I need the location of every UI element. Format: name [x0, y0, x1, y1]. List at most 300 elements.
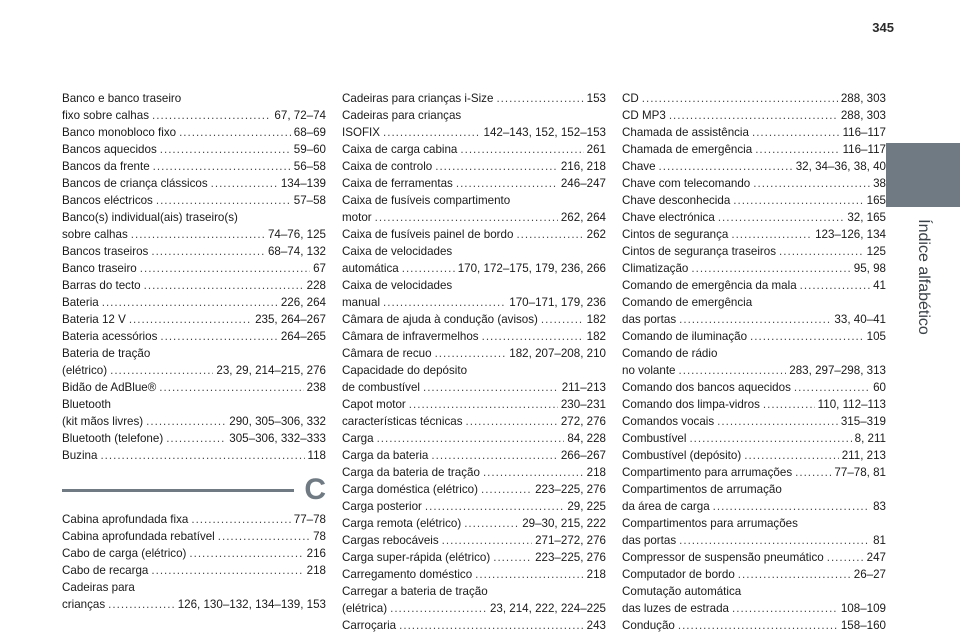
entry-term: Comutação automática [622, 585, 742, 598]
dot-leader [375, 209, 558, 226]
entry-pages: 29–30, 215, 222 [522, 517, 606, 530]
dot-leader [435, 345, 507, 362]
section-tab [886, 143, 960, 207]
index-line [622, 175, 886, 192]
entry-term: Cadeiras para [62, 581, 135, 594]
index-line [62, 141, 326, 158]
entry-term: sobre calhas [62, 228, 128, 241]
index-line [62, 579, 326, 596]
entry-pages: 243 [586, 619, 606, 632]
entry-term: Bidão de AdBlue® [62, 381, 157, 394]
index-entry [622, 464, 886, 481]
index-entry [62, 260, 326, 277]
entry-term: Comando de emergência [622, 296, 753, 309]
entry-pages: 68–74, 132 [267, 245, 326, 258]
dot-leader [456, 175, 558, 192]
entry-term: Banco monobloco fixo [62, 126, 177, 139]
entry-term: de combustível [342, 381, 420, 394]
index-line [62, 192, 326, 209]
dot-leader [732, 600, 838, 617]
index-line [342, 158, 606, 175]
entry-pages: 216, 218 [560, 160, 606, 173]
entry-term: CD MP3 [622, 109, 666, 122]
entry-pages: 60 [873, 381, 886, 394]
index-line [62, 243, 326, 260]
dot-leader [100, 447, 304, 464]
entry-term: Chave [622, 160, 656, 173]
entry-pages: 211–213 [561, 381, 606, 394]
index-entry [622, 294, 886, 311]
entry-term: automática [342, 262, 399, 275]
entry-term: fixo sobre calhas [62, 109, 149, 122]
dot-leader [435, 158, 558, 175]
entry-pages: 288, 303 [840, 109, 886, 122]
entry-term: Caixa de velocidades [342, 245, 453, 258]
dot-leader [166, 430, 226, 447]
entry-term: Computador de bordo [622, 568, 735, 581]
index-line [622, 549, 886, 566]
entry-pages: 116–117 [842, 143, 886, 156]
entry-term: Condução [622, 619, 675, 632]
dot-leader [738, 566, 851, 583]
entry-term: Climatização [622, 262, 689, 275]
index-line [342, 600, 606, 617]
entry-term: Banco e banco traseiro [62, 92, 182, 105]
index-entry [622, 175, 886, 192]
dot-leader [755, 141, 839, 158]
entry-term: Caixa de controlo [342, 160, 433, 173]
index-line [342, 243, 606, 260]
index-entry [622, 600, 886, 617]
index-entry [342, 90, 606, 107]
index-entry [342, 413, 606, 430]
index-line [62, 294, 326, 311]
dot-leader [642, 90, 838, 107]
index-entry [622, 141, 886, 158]
index-line [342, 617, 606, 634]
entry-pages: 110, 112–113 [817, 398, 886, 411]
dot-leader [752, 124, 840, 141]
dot-leader [482, 328, 584, 345]
index-line [62, 447, 326, 464]
index-entry [62, 413, 326, 430]
index-entry [62, 107, 326, 124]
index-entry [342, 498, 606, 515]
entry-term: ISOFIX [342, 126, 381, 139]
index-entry [342, 243, 606, 260]
index-entry [62, 379, 326, 396]
dot-leader [464, 515, 519, 532]
entry-pages: 77–78, 81 [834, 466, 886, 479]
index-line [342, 209, 606, 226]
entry-pages: 264–265 [280, 330, 326, 343]
entry-pages: 41 [873, 279, 886, 292]
dot-leader [156, 192, 291, 209]
index-entry [62, 243, 326, 260]
index-entry [622, 430, 886, 447]
index-entry [342, 277, 606, 294]
dot-leader [795, 464, 831, 481]
index-line [62, 362, 326, 379]
dot-leader [160, 328, 277, 345]
entry-pages: 218 [306, 564, 326, 577]
dot-leader [541, 311, 584, 328]
index-line [622, 362, 886, 379]
index-line [342, 396, 606, 413]
entry-term: Chave desconhecida [622, 194, 731, 207]
index-line [62, 511, 326, 528]
entry-term: Bluetooth [62, 398, 111, 411]
dot-leader [717, 413, 838, 430]
entry-pages: 272, 276 [560, 415, 606, 428]
index-entry [342, 175, 606, 192]
dot-leader [191, 511, 290, 528]
index-line [622, 124, 886, 141]
index-line [62, 528, 326, 545]
entry-pages: 32, 34–36, 38, 40 [795, 160, 886, 173]
dot-leader [679, 362, 787, 379]
index-line [342, 192, 606, 209]
entry-term: Chave com telecomando [622, 177, 751, 190]
index-entry [342, 141, 606, 158]
entry-term: Banco(s) individual(ais) traseiro(s) [62, 211, 238, 224]
entry-term: Bateria [62, 296, 99, 309]
index-line [342, 481, 606, 498]
index-column-1-continued [62, 511, 326, 613]
index-entry [62, 528, 326, 545]
dot-leader [460, 141, 583, 158]
index-entry [622, 413, 886, 430]
dot-leader [431, 447, 557, 464]
entry-pages: 123–126, 134 [815, 228, 886, 241]
dot-leader [659, 158, 793, 175]
dot-leader [383, 124, 480, 141]
entry-term: das luzes de estrada [622, 602, 729, 615]
index-column-2 [342, 90, 606, 634]
index-line [622, 379, 886, 396]
entry-term: Barras do tecto [62, 279, 141, 292]
entry-pages: 223–225, 276 [535, 483, 606, 496]
entry-pages: 261 [586, 143, 606, 156]
entry-term: das portas [622, 313, 677, 326]
entry-pages: 170, 172–175, 179, 236, 266 [457, 262, 606, 275]
dot-leader [496, 90, 583, 107]
dot-leader [483, 464, 584, 481]
index-line [622, 158, 886, 175]
entry-pages: 305–306, 332–333 [229, 432, 326, 445]
entry-pages: 38 [873, 177, 886, 190]
index-line [62, 158, 326, 175]
index-entry [622, 345, 886, 362]
entry-pages: 108–109 [840, 602, 886, 615]
entry-term: Cintos de segurança [622, 228, 729, 241]
entry-pages: 283, 297–298, 313 [789, 364, 886, 377]
entry-term: Chamada de emergência [622, 143, 753, 156]
entry-term: manual [342, 296, 381, 309]
dot-leader [763, 396, 815, 413]
dot-leader [110, 362, 213, 379]
index-entry [622, 209, 886, 226]
entry-term: Caixa de ferramentas [342, 177, 453, 190]
entry-pages: 262 [586, 228, 606, 241]
entry-term: Carga da bateria de tração [342, 466, 480, 479]
dot-leader [151, 243, 265, 260]
dot-leader [189, 545, 303, 562]
index-line [342, 379, 606, 396]
entry-pages: 95, 98 [853, 262, 886, 275]
entry-pages: 77–78 [293, 513, 326, 526]
entry-pages: 33, 40–41 [834, 313, 886, 326]
entry-term: Carga [342, 432, 374, 445]
page-number: 345 [872, 20, 894, 35]
entry-term: Bancos aquecidos [62, 143, 157, 156]
index-entry [62, 396, 326, 413]
dot-leader [152, 107, 271, 124]
index-line [622, 226, 886, 243]
index-entry [622, 396, 886, 413]
index-line [622, 277, 886, 294]
index-line [622, 328, 886, 345]
index-entry [622, 260, 886, 277]
entry-pages: 216 [306, 547, 326, 560]
index-line [342, 515, 606, 532]
index-line [342, 107, 606, 124]
index-entry [62, 511, 326, 528]
entry-pages: 262, 264 [560, 211, 606, 224]
index-line [342, 294, 606, 311]
index-line [342, 362, 606, 379]
index-line [62, 107, 326, 124]
index-entry [342, 345, 606, 362]
index-line [62, 413, 326, 430]
dot-leader [779, 243, 864, 260]
dot-leader [131, 226, 265, 243]
index-entry [342, 158, 606, 175]
entry-term: Comando dos limpa-vidros [622, 398, 760, 411]
entry-pages: 238 [306, 381, 326, 394]
index-entry [62, 277, 326, 294]
entry-term: (elétrica) [342, 602, 388, 615]
index-entry [342, 447, 606, 464]
index-line [622, 311, 886, 328]
entry-term: Caixa de fusíveis painel de bordo [342, 228, 514, 241]
entry-term: Carga super-rápida (elétrico) [342, 551, 491, 564]
dot-leader [442, 532, 532, 549]
entry-term: Combustível (depósito) [622, 449, 742, 462]
letter-rule [62, 489, 294, 492]
index-line [342, 583, 606, 600]
dot-leader [827, 549, 864, 566]
index-entry [62, 596, 326, 613]
index-line [622, 447, 886, 464]
index-entry [342, 532, 606, 549]
entry-term: Chamada de assistência [622, 126, 749, 139]
index-line [342, 141, 606, 158]
entry-term: das portas [622, 534, 677, 547]
dot-leader [160, 141, 291, 158]
entry-term: Compressor de suspensão pneumático [622, 551, 824, 564]
index-line [342, 345, 606, 362]
entry-pages: 23, 29, 214–215, 276 [216, 364, 326, 377]
dot-leader [390, 600, 487, 617]
index-entry [622, 192, 886, 209]
index-line [622, 430, 886, 447]
entry-term: Bancos eléctricos [62, 194, 153, 207]
index-entry [622, 124, 886, 141]
dot-leader [402, 260, 455, 277]
index-entry [342, 600, 606, 617]
dot-leader [399, 617, 584, 634]
entry-pages: 170–171, 179, 236 [509, 296, 606, 309]
index-line [62, 430, 326, 447]
entry-pages: 266–267 [560, 449, 606, 462]
index-entry [622, 107, 886, 124]
index-line [342, 226, 606, 243]
entry-term: Carga remota (elétrico) [342, 517, 462, 530]
index-entry [62, 209, 326, 226]
entry-term: Carga doméstica (elétrico) [342, 483, 478, 496]
dot-leader [409, 396, 558, 413]
index-line [62, 328, 326, 345]
index-entry [342, 226, 606, 243]
index-line [622, 345, 886, 362]
index-entry [62, 430, 326, 447]
index-line [62, 311, 326, 328]
index-line [342, 277, 606, 294]
index-line [342, 464, 606, 481]
entry-term: Comando dos bancos aquecidos [622, 381, 791, 394]
index-line [62, 379, 326, 396]
index-entry [62, 562, 326, 579]
index-entry [622, 328, 886, 345]
entry-term: Caixa de fusíveis compartimento [342, 194, 511, 207]
entry-pages: 67, 72–74 [274, 109, 326, 122]
dot-leader [800, 277, 870, 294]
index-line [622, 209, 886, 226]
entry-term: Comando de rádio [622, 347, 718, 360]
index-line [622, 566, 886, 583]
entry-pages: 59–60 [293, 143, 326, 156]
dot-leader [218, 528, 310, 545]
dot-leader [731, 226, 812, 243]
index-line [342, 447, 606, 464]
entry-pages: 126, 130–132, 134–139, 153 [177, 598, 326, 611]
entry-pages: 67 [313, 262, 326, 275]
index-entry [622, 617, 886, 634]
entry-term: no volante [622, 364, 676, 377]
entry-term: Buzina [62, 449, 98, 462]
index-line [622, 413, 886, 430]
index-line [62, 175, 326, 192]
index-line [62, 277, 326, 294]
entry-pages: 223–225, 276 [535, 551, 606, 564]
entry-term: crianças [62, 598, 106, 611]
dot-leader [159, 379, 303, 396]
entry-pages: 235, 264–267 [255, 313, 326, 326]
index-entry [62, 141, 326, 158]
entry-pages: 57–58 [293, 194, 326, 207]
index-entry [62, 545, 326, 562]
entry-pages: 118 [307, 449, 326, 462]
entry-pages: 105 [866, 330, 886, 343]
index-line [622, 481, 886, 498]
entry-term: Bancos de criança clássicos [62, 177, 208, 190]
entry-term: Comando de iluminação [622, 330, 748, 343]
index-entry [622, 362, 886, 379]
entry-pages: 74–76, 125 [267, 228, 326, 241]
index-line [62, 396, 326, 413]
dot-leader [146, 413, 226, 430]
entry-term: Bancos traseiros [62, 245, 149, 258]
entry-term: Câmara de infravermelhos [342, 330, 479, 343]
entry-term: Cabo de carga (elétrico) [62, 547, 187, 560]
dot-leader [679, 311, 831, 328]
dot-leader [679, 532, 870, 549]
index-entry [342, 260, 606, 277]
index-entry [62, 226, 326, 243]
entry-term: Cabo de recarga [62, 564, 149, 577]
entry-pages: 29, 225 [567, 500, 606, 513]
entry-term: Carregamento doméstico [342, 568, 473, 581]
index-line [622, 107, 886, 124]
entry-pages: 182 [586, 330, 606, 343]
entry-pages: 158–160 [840, 619, 886, 632]
entry-pages: 125 [866, 245, 886, 258]
index-line [622, 498, 886, 515]
entry-term: Cadeiras para crianças [342, 109, 462, 122]
index-entry [62, 579, 326, 596]
index-entry [342, 124, 606, 141]
entry-term: (elétrico) [62, 364, 108, 377]
index-entry [342, 566, 606, 583]
entry-term: Cabina aprofundada fixa [62, 513, 189, 526]
entry-pages: 230–231 [560, 398, 606, 411]
entry-term: Compartimento para arrumações [622, 466, 793, 479]
dot-leader [481, 481, 532, 498]
entry-pages: 56–58 [293, 160, 326, 173]
index-entry [342, 430, 606, 447]
index-entry [622, 481, 886, 498]
entry-pages: 153 [586, 92, 606, 105]
index-line [622, 260, 886, 277]
entry-term: Banco traseiro [62, 262, 137, 275]
entry-term: Câmara de ajuda à condução (avisos) [342, 313, 538, 326]
letter-divider [62, 475, 326, 509]
index-entry [342, 328, 606, 345]
dot-leader [179, 124, 291, 141]
entry-pages: 246–247 [560, 177, 606, 190]
entry-pages: 134–139 [280, 177, 326, 190]
index-entry [62, 328, 326, 345]
dot-leader [733, 192, 863, 209]
index-entry [62, 294, 326, 311]
entry-pages: 116–117 [842, 126, 886, 139]
index-line [62, 260, 326, 277]
index-line [342, 430, 606, 447]
dot-leader [466, 413, 558, 430]
entry-pages: 315–319 [840, 415, 886, 428]
entry-term: Bancos da frente [62, 160, 150, 173]
index-entry [622, 515, 886, 532]
index-line [622, 192, 886, 209]
index-line [342, 175, 606, 192]
index-entry [342, 549, 606, 566]
index-line [342, 90, 606, 107]
index-entry [342, 464, 606, 481]
index-entry [342, 362, 606, 379]
index-line [342, 532, 606, 549]
entry-pages: 247 [866, 551, 886, 564]
